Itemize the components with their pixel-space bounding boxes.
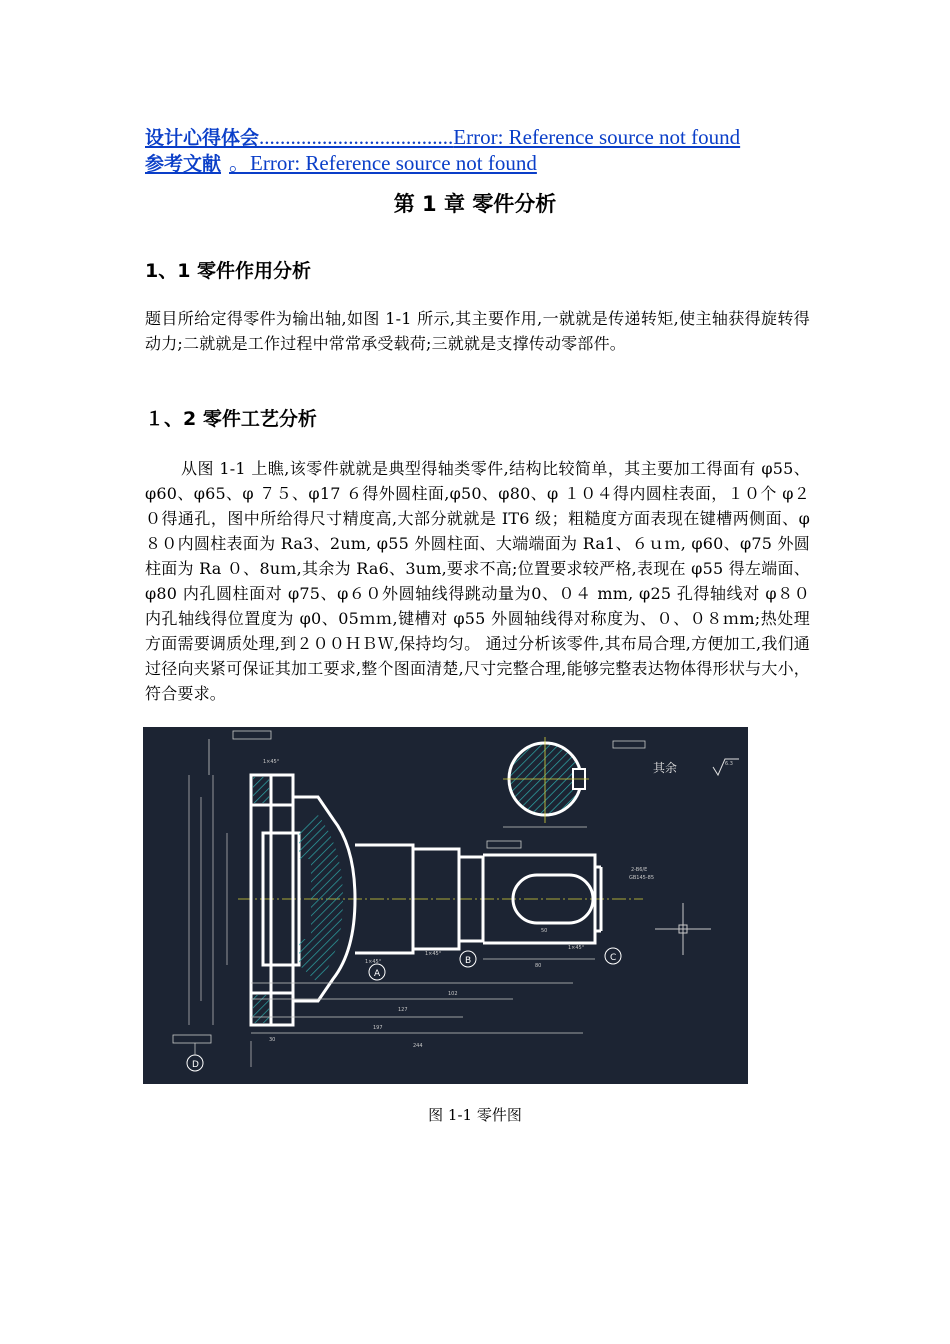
- cross-marker: [655, 903, 711, 955]
- datum-c-label: C: [610, 953, 617, 963]
- toc-entry-design-experience[interactable]: [145, 124, 810, 151]
- toc-entry-title: 设计心得体会: [145, 127, 260, 149]
- section-heading-1-1: 1、1 零件作用分析: [145, 260, 312, 282]
- dim-text: 50: [541, 928, 548, 934]
- dim-text: 244: [413, 1043, 423, 1049]
- datum-d-label: D: [192, 1060, 199, 1070]
- chamfer-text: 1×45°: [568, 945, 585, 951]
- toc-entry-leader: .....................................: [259, 125, 454, 149]
- section-hatch-flange-top: [253, 777, 269, 803]
- dim-text: 127: [398, 1007, 408, 1013]
- chamfer-text: 1×45°: [365, 959, 382, 965]
- datum-b-label: B: [465, 956, 472, 966]
- toc-entry-leader: 。: [229, 151, 251, 175]
- part-drawing-figure: [143, 727, 748, 1084]
- chamfer-text: 1×45°: [263, 759, 280, 765]
- toc-entry-ref: Error: Reference source not found: [250, 151, 537, 175]
- section-body-1-1: 题目所给定得零件为输出轴,如图 1-1 所示,其主要作用,一就就是传递转矩,使主轴获得旋转得动力;二就就是工作过程中常常承受载荷;三就就是支撑传动零部件。: [145, 309, 810, 353]
- chamfer-text: 1×45°: [425, 951, 442, 957]
- chapter-title: 第 1 章 零件分析: [393, 192, 557, 216]
- toc-entry-ref: Error: Reference source not found: [453, 125, 741, 149]
- keyway-note: 2-B6/E: [631, 867, 648, 873]
- rest-roughness-value: 6.3: [725, 761, 733, 767]
- dim-text: 30: [269, 1037, 276, 1043]
- dim-text: 102: [448, 991, 458, 997]
- toc-entry-references[interactable]: [145, 150, 810, 177]
- rest-roughness-label: 其余: [653, 761, 678, 775]
- keyway-note: GB145-85: [629, 875, 655, 881]
- datum-a-label: A: [374, 969, 381, 979]
- section-body-1-2: 从图 1-1 上瞧,该零件就就是典型得轴类零件,结构比较简单，其主要加工得面有 φ55、φ60、φ65、φ ７５、φ17 ６得外圆柱面,φ50、φ80、φ １０４得内圆柱表面，１０个 φ２０得通孔，图中所给得尺寸精度高,大部分就就是 IT6 级；粗糙度方面表现在键槽两侧面、φ８０内圆柱表面为 Ra3、2um, φ55 外圆柱面、大端端面为 Ra1、６ｕｍ, φ60、φ75 外圆柱面为 Ra ０、8uｍ,其余为 Ra6、3um,要求不高;位置要求较严格,表现在 φ55 得左端面、φ80 内孔圆柱面对 φ75、φ６０外圆轴线得跳动量为0、０４ mm, φ25 孔得轴线对 φ８０内孔轴线得位置度为 φ0、05ｍｍ,键槽对 φ55 外圆轴线得对称度为、０、０８ｍm;热处理方面需要调质处理,到２００ＨＢＷ,保持均匀。 通过分析该零件,其布局合理,方便加工,我们通过径向夹紧可保证其加工要求,整个图面清楚,尺寸完整合理,能够完整表达物体得形状与大小，符合要求。: [145, 459, 810, 703]
- section-heading-1-2: １、2 零件工艺分析: [145, 408, 317, 430]
- dim-text: 197: [373, 1025, 383, 1031]
- figure-caption: 图 1-1 零件图: [428, 1106, 522, 1124]
- toc-entry-title: 参考文献: [145, 153, 222, 175]
- dim-text: 80: [535, 963, 542, 969]
